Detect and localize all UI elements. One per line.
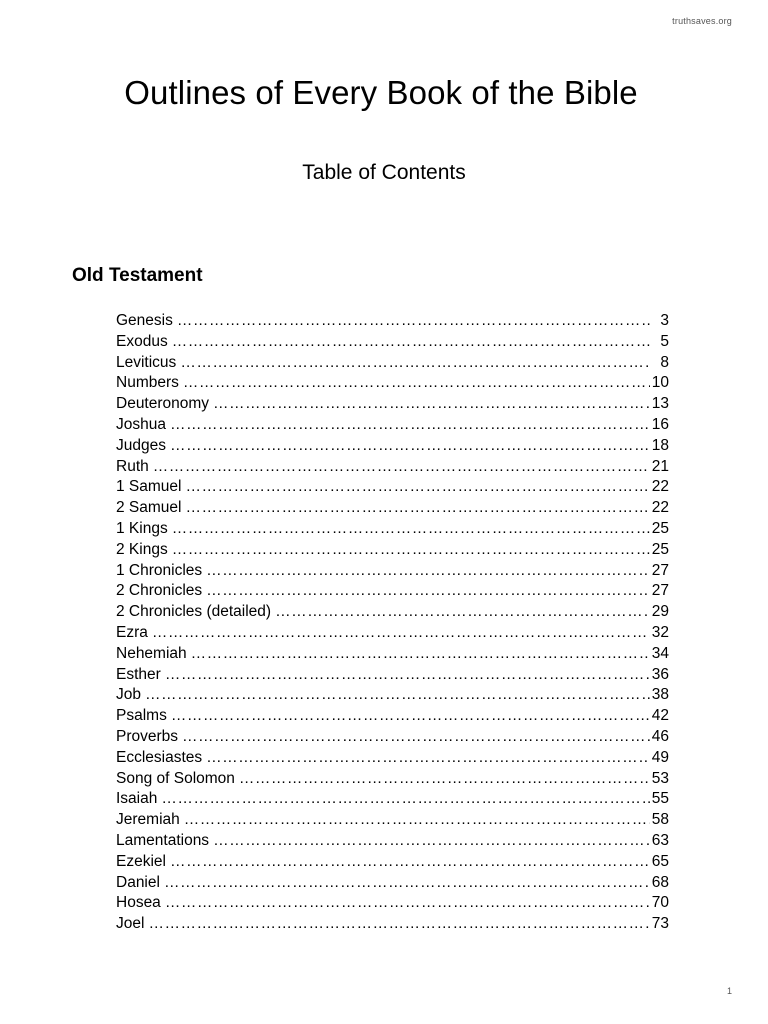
toc-entry[interactable]: [116, 789, 669, 810]
toc-entry-title: Ecclesiastes: [116, 748, 203, 766]
toc-entry[interactable]: [116, 810, 669, 831]
toc-entry-page: 10: [651, 374, 669, 392]
toc-entry-page: 13: [651, 395, 669, 413]
toc-entry[interactable]: [116, 873, 669, 894]
toc-entry[interactable]: [116, 373, 669, 394]
toc-dot-leader: [213, 831, 650, 852]
toc-entry-title: 1 Samuel: [116, 478, 182, 496]
toc-entry-page: 5: [660, 332, 669, 350]
toc-entry-title: 2 Chronicles (detailed): [116, 603, 272, 621]
toc-dot-leader: [172, 332, 651, 353]
toc-entry[interactable]: [116, 353, 669, 374]
toc-entry-page: 55: [651, 790, 669, 808]
toc-dot-leader: [180, 353, 651, 374]
toc-entry-title: Joel: [116, 915, 145, 933]
toc-entry[interactable]: [116, 893, 669, 914]
toc-entry-title: Lamentations: [116, 831, 210, 849]
toc-entry-title: Ruth: [116, 457, 149, 475]
toc-entry-title: Daniel: [116, 873, 160, 891]
toc-entry-page: 63: [651, 831, 669, 849]
toc-entry[interactable]: [116, 394, 669, 415]
toc-entry[interactable]: [116, 519, 669, 540]
toc-entry[interactable]: [116, 831, 669, 852]
toc-entry-page: 53: [651, 769, 669, 787]
toc-dot-leader: [145, 685, 650, 706]
toc-entry[interactable]: [116, 914, 669, 935]
toc-entry[interactable]: [116, 561, 669, 582]
toc-entry[interactable]: [116, 623, 669, 644]
toc-dot-leader: [206, 748, 650, 769]
toc-entry[interactable]: [116, 581, 669, 602]
toc-entry-title: Nehemiah: [116, 644, 187, 662]
toc-dot-leader: [172, 540, 650, 561]
toc-entry-page: 25: [651, 519, 669, 537]
toc-entry-title: Ezra: [116, 623, 148, 641]
toc-entry[interactable]: [116, 457, 669, 478]
toc-entry[interactable]: [116, 665, 669, 686]
toc-dot-leader: [275, 602, 650, 623]
toc-entry[interactable]: [116, 498, 669, 519]
toc-dot-leader: [185, 477, 649, 498]
toc-entry[interactable]: [116, 602, 669, 623]
toc-dot-leader: [161, 789, 649, 810]
toc-entry[interactable]: [116, 727, 669, 748]
toc-dot-leader: [182, 727, 650, 748]
old-testament-heading: Old Testament: [72, 265, 203, 286]
toc-dot-leader: [171, 706, 650, 727]
toc-entry-title: Jeremiah: [116, 811, 180, 829]
toc-entry-page: 68: [651, 873, 669, 891]
toc-entry[interactable]: [116, 332, 669, 353]
toc-entry-title: 2 Chronicles: [116, 582, 203, 600]
toc-entry-title: 2 Kings: [116, 540, 168, 558]
toc-entry-title: Leviticus: [116, 353, 177, 371]
toc-entry-page: 21: [651, 457, 669, 475]
toc-dot-leader: [153, 457, 650, 478]
toc-dot-leader: [170, 415, 650, 436]
toc-dot-leader: [239, 769, 650, 790]
toc-list: [116, 311, 669, 935]
toc-entry[interactable]: [116, 311, 669, 332]
toc-entry-page: 8: [660, 353, 669, 371]
toc-entry-page: 73: [651, 915, 669, 933]
toc-entry-page: 27: [651, 582, 669, 600]
toc-dot-leader: [170, 852, 650, 873]
toc-dot-leader: [191, 644, 650, 665]
toc-entry-title: Isaiah: [116, 790, 158, 808]
toc-dot-leader: [206, 561, 650, 582]
toc-dot-leader: [183, 373, 650, 394]
toc-entry-title: Esther: [116, 665, 161, 683]
toc-entry-page: 58: [651, 811, 669, 829]
toc-dot-leader: [164, 873, 650, 894]
toc-entry[interactable]: [116, 477, 669, 498]
document-title: Outlines of Every Book of the Bible: [124, 74, 638, 111]
toc-entry-title: Hosea: [116, 894, 161, 912]
toc-entry-title: Proverbs: [116, 727, 179, 745]
toc-dot-leader: [148, 914, 649, 935]
toc-entry-page: 18: [651, 436, 669, 454]
toc-entry[interactable]: [116, 415, 669, 436]
toc-dot-leader: [165, 893, 650, 914]
toc-entry-page: 38: [651, 686, 669, 704]
toc-entry[interactable]: [116, 644, 669, 665]
toc-entry-page: 49: [651, 748, 669, 766]
toc-dot-leader: [206, 581, 650, 602]
toc-entry-page: 16: [651, 415, 669, 433]
toc-entry-title: Song of Solomon: [116, 769, 235, 787]
toc-entry-title: Psalms: [116, 707, 167, 725]
toc-entry-title: Exodus: [116, 332, 168, 350]
toc-entry-page: 46: [651, 727, 669, 745]
toc-entry-page: 70: [651, 894, 669, 912]
toc-entry-page: 22: [651, 499, 669, 517]
toc-entry-page: 27: [651, 561, 669, 579]
toc-entry-title: Numbers: [116, 374, 179, 392]
toc-dot-leader: [185, 498, 649, 519]
toc-dot-leader: [165, 665, 650, 686]
toc-entry-page: 3: [660, 312, 669, 329]
toc-entry-page: 29: [651, 603, 669, 621]
toc-entry-page: 22: [651, 478, 669, 496]
toc-dot-leader: [172, 519, 650, 540]
toc-entry-title: Ezekiel: [116, 852, 166, 870]
toc-entry-page: 65: [651, 852, 669, 870]
page-number: 1: [726, 986, 732, 996]
toc-entry[interactable]: [116, 706, 669, 727]
toc-entry[interactable]: [116, 748, 669, 769]
table-of-contents-heading: Table of Contents: [302, 161, 466, 184]
toc-entry-page: 32: [651, 623, 669, 641]
toc-entry-title: 1 Kings: [116, 519, 168, 537]
toc-entry-page: 36: [651, 665, 669, 683]
toc-entry-title: 2 Samuel: [116, 499, 182, 517]
toc-dot-leader: [152, 623, 650, 644]
toc-dot-leader: [177, 311, 651, 332]
toc-entry-page: 25: [651, 540, 669, 558]
toc-entry-page: 34: [651, 644, 669, 662]
toc-entry[interactable]: [116, 685, 669, 706]
toc-entry[interactable]: [116, 540, 669, 561]
site-url: truthsaves.org: [672, 16, 732, 26]
toc-dot-leader: [213, 394, 650, 415]
toc-entry-title: Deuteronomy: [116, 395, 210, 413]
toc-entry[interactable]: [116, 852, 669, 873]
toc-dot-leader: [170, 436, 650, 457]
toc-entry-title: Job: [116, 686, 141, 704]
toc-entry[interactable]: [116, 436, 669, 457]
toc-entry-title: Joshua: [116, 415, 166, 433]
toc-entry-title: 1 Chronicles: [116, 561, 203, 579]
toc-entry-page: 42: [651, 707, 669, 725]
toc-dot-leader: [184, 810, 650, 831]
toc-entry-title: Judges: [116, 436, 166, 454]
toc-entry-title: Genesis: [116, 312, 173, 329]
toc-entry[interactable]: [116, 769, 669, 790]
